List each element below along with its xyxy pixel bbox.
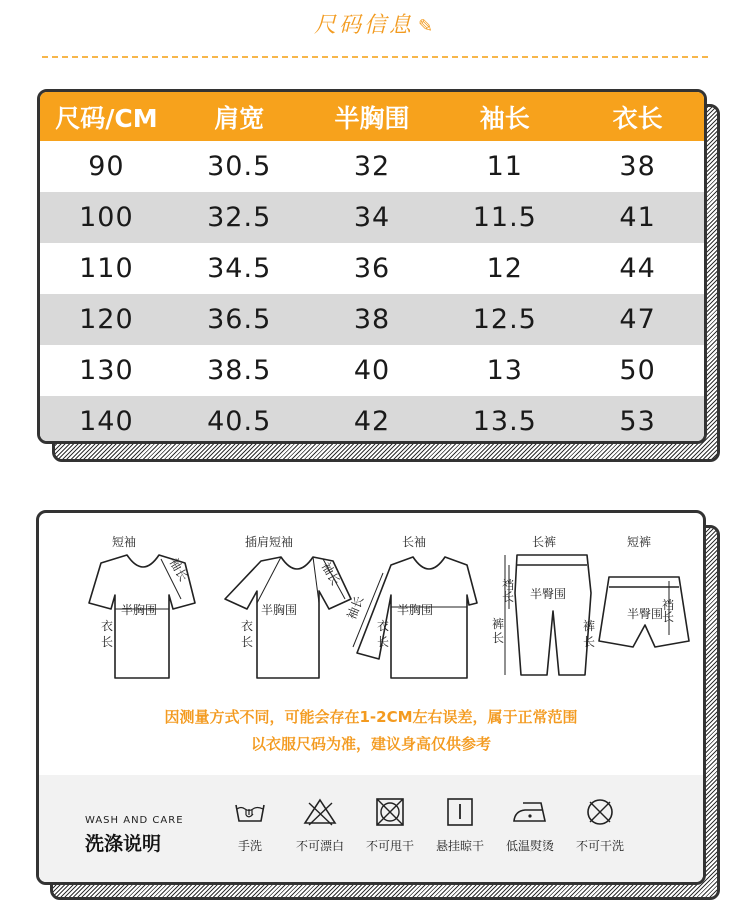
no-dry-clean-icon	[583, 797, 617, 827]
care-section	[39, 775, 703, 885]
table-cell: 100	[40, 192, 173, 243]
size-table	[40, 92, 704, 444]
table-cell: 12	[486, 253, 523, 284]
measure-label: 长	[582, 635, 595, 649]
care-label: 不可漂白	[295, 839, 344, 853]
measure-label: 裆长	[501, 578, 514, 604]
table-cell: 44	[619, 253, 656, 284]
measure-label: 半胸围	[120, 603, 157, 617]
table-row	[40, 294, 704, 345]
measure-label: 裆长	[661, 598, 674, 624]
table-cell: 11	[486, 151, 523, 182]
table-cell: 34.5	[207, 253, 272, 284]
measure-label: 袖长	[344, 593, 367, 622]
table-row	[40, 396, 704, 444]
care-label: 低温熨烫	[505, 839, 554, 853]
table-cell: 30.5	[207, 151, 272, 182]
measure-label: 袖长	[318, 559, 343, 588]
measure-label: 袖长	[166, 555, 191, 584]
care-item-no-bleach	[285, 797, 355, 854]
line-dry-icon	[443, 797, 477, 827]
header-divider	[42, 56, 708, 58]
figure-title: 长裤	[531, 535, 556, 549]
care-item-low-iron	[495, 797, 565, 854]
care-label: 不可干洗	[575, 839, 624, 853]
table-cell: 140	[40, 396, 173, 444]
table-cell: 38.5	[207, 355, 272, 386]
measure-label: 半臀围	[626, 607, 663, 621]
table-row	[40, 243, 704, 294]
table-cell: 32	[353, 151, 391, 182]
table-cell: 90	[88, 151, 125, 182]
size-table-card	[37, 89, 707, 444]
care-title-en: WASH AND CARE	[85, 815, 184, 826]
table-row	[40, 141, 704, 192]
table-header-row	[40, 92, 704, 141]
measure-label: 裤	[582, 619, 595, 633]
care-item-no-dry-clean	[565, 797, 635, 854]
column-header: 衣长	[571, 92, 704, 141]
no-bleach-icon	[303, 797, 337, 827]
figure-title: 短袖	[111, 535, 136, 549]
table-cell: 38	[619, 151, 656, 182]
page-title-text: 尺码信息	[313, 13, 414, 38]
table-cell: 42	[306, 396, 439, 444]
table-cell: 11.5	[438, 192, 571, 243]
care-item-hand-wash	[215, 797, 285, 854]
table-row	[40, 345, 704, 396]
low-iron-icon	[511, 797, 549, 827]
table-cell: 50	[619, 355, 656, 386]
figure-title: 短裤	[626, 535, 651, 549]
table-cell: 13	[486, 355, 523, 386]
table-cell: 41	[571, 192, 704, 243]
measure-label: 衣	[376, 619, 389, 633]
table-cell: 12.5	[438, 294, 571, 345]
measure-label: 长	[100, 635, 113, 649]
column-header: 半胸围	[306, 92, 439, 141]
care-item-no-tumble-dry	[355, 797, 425, 854]
column-header: 袖长	[438, 92, 571, 141]
column-header: 尺码/CM	[40, 92, 173, 141]
column-header: 肩宽	[173, 92, 306, 141]
table-row	[40, 192, 704, 243]
measure-label: 衣	[240, 619, 253, 633]
care-label: 悬挂晾干	[435, 839, 484, 853]
measurement-note: 因测量方式不同，可能会存在1-2CM左右误差，属于正常范围	[164, 708, 578, 726]
measure-label: 长	[240, 635, 253, 649]
table-cell: 40	[353, 355, 391, 386]
page-title	[0, 8, 750, 39]
table-cell: 34	[306, 192, 439, 243]
measure-label: 半胸围	[396, 603, 433, 617]
guide-card	[36, 510, 706, 885]
table-cell: 47	[571, 294, 704, 345]
table-cell: 120	[40, 294, 173, 345]
measure-label: 长	[376, 635, 389, 649]
table-cell: 13.5	[438, 396, 571, 444]
measure-label: 半臀围	[529, 587, 566, 601]
care-item-line-dry	[425, 797, 495, 854]
hand-wash-icon	[233, 797, 267, 827]
measurement-note-secondary: 以衣服尺码为准，建议身高仅供参考	[250, 735, 491, 753]
pencil-icon: ✎	[417, 16, 437, 37]
figure-title: 长袖	[401, 535, 426, 549]
care-label: 手洗	[237, 839, 262, 853]
table-cell: 32.5	[173, 192, 306, 243]
table-cell: 110	[79, 253, 134, 284]
long-pants-icon	[505, 555, 591, 675]
table-cell: 38	[306, 294, 439, 345]
measure-label: 半胸围	[260, 603, 297, 617]
care-title-cn: 洗涤说明	[85, 833, 162, 855]
table-cell: 36	[353, 253, 391, 284]
table-cell: 130	[79, 355, 134, 386]
measure-label: 衣	[100, 619, 113, 633]
table-cell: 36.5	[173, 294, 306, 345]
no-tumble-dry-icon	[373, 797, 407, 827]
measure-label: 裤长	[491, 617, 504, 645]
care-label: 不可甩干	[365, 839, 414, 853]
table-cell: 40.5	[173, 396, 306, 444]
table-cell: 53	[571, 396, 704, 444]
figure-title: 插肩短袖	[244, 535, 293, 549]
